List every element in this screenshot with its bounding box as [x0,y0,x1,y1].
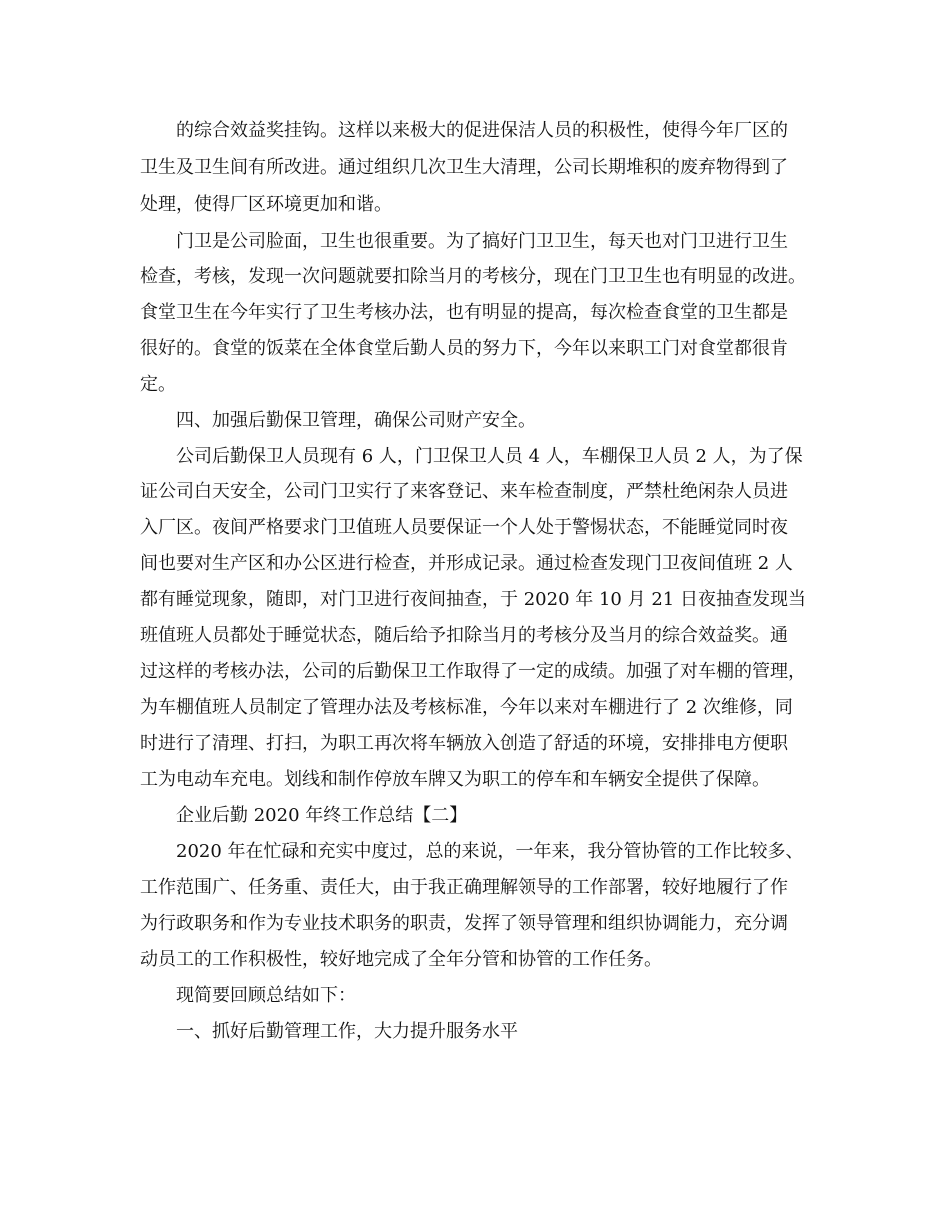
section-heading: 四、加强后勤保卫管理，确保公司财产安全。 [176,410,536,431]
text-line: 的综合效益奖挂钩。这样以来极大的促进保洁人员的积极性，使得今年厂区的 [176,120,788,141]
section-heading: 企业后勤 2020 年终工作总结【二】 [176,805,468,826]
text-line: 现简要回顾总结如下： [176,985,356,1006]
text-line: 很好的。食堂的饭菜在全体食堂后勤人员的努力下，今年以来职工门对食堂都很肯 [140,338,788,359]
section-heading: 一、抓好后勤管理工作，大力提升服务水平 [176,1021,518,1042]
text-line: 门卫是公司脸面，卫生也很重要。为了搞好门卫卫生，每天也对门卫进行卫生 [176,231,788,252]
text-line: 卫生及卫生间有所改进。通过组织几次卫生大清理，公司长期堆积的废弃物得到了 [140,157,788,178]
text-line: 过这样的考核办法，公司的后勤保卫工作取得了一定的成绩。加强了对车棚的管理， [140,661,806,682]
text-line: 班值班人员都处于睡觉状态，随后给予扣除当月的考核分及当月的综合效益奖。通 [140,625,788,646]
text-line: 定。 [140,374,176,395]
text-line: 工为电动车充电。划线和制作停放车牌又为职工的停车和车辆安全提供了保障。 [140,769,770,790]
text-line: 都有睡觉现象，随即，对门卫进行夜间抽查，于 2020 年 10 月 21 日夜抽查发现当 [140,589,806,610]
text-line: 时进行了清理、打扫，为职工再次将车辆放入创造了舒适的环境，安排排电方便职 [140,733,788,754]
text-line: 入厂区。夜间严格要求门卫值班人员要保证一个人处于警惕状态，不能睡觉同时夜 [140,517,788,538]
text-line: 食堂卫生在今年实行了卫生考核办法，也有明显的提高，每次检查食堂的卫生都是 [140,302,788,323]
text-line: 工作范围广、任务重、责任大，由于我正确理解领导的工作部署，较好地履行了作 [140,877,788,898]
text-line: 为车棚值班人员制定了管理办法及考核标准，今年以来对车棚进行了 2 次维修，同 [140,697,793,718]
text-line: 处理，使得厂区环境更加和谐。 [140,194,392,215]
text-line: 公司后勤保卫人员现有 6 人，门卫保卫人员 4 人，车棚保卫人员 2 人，为了保 [176,446,803,467]
text-line: 证公司白天安全，公司门卫实行了来客登记、来车检查制度，严禁杜绝闲杂人员进 [140,481,788,502]
text-line: 为行政职务和作为专业技术职务的职责，发挥了领导管理和组织协调能力，充分调 [140,913,788,934]
text-line: 动员工的工作积极性，较好地完成了全年分管和协管的工作任务。 [140,949,662,970]
text-line: 2020 年在忙碌和充实中度过，总的来说，一年来，我分管协管的工作比较多、 [176,841,804,862]
text-line: 间也要对生产区和办公区进行检查，并形成记录。通过检查发现门卫夜间值班 2 人 [140,553,793,574]
text-line: 检查，考核，发现一次问题就要扣除当月的考核分，现在门卫卫生也有明显的改进。 [140,266,806,287]
